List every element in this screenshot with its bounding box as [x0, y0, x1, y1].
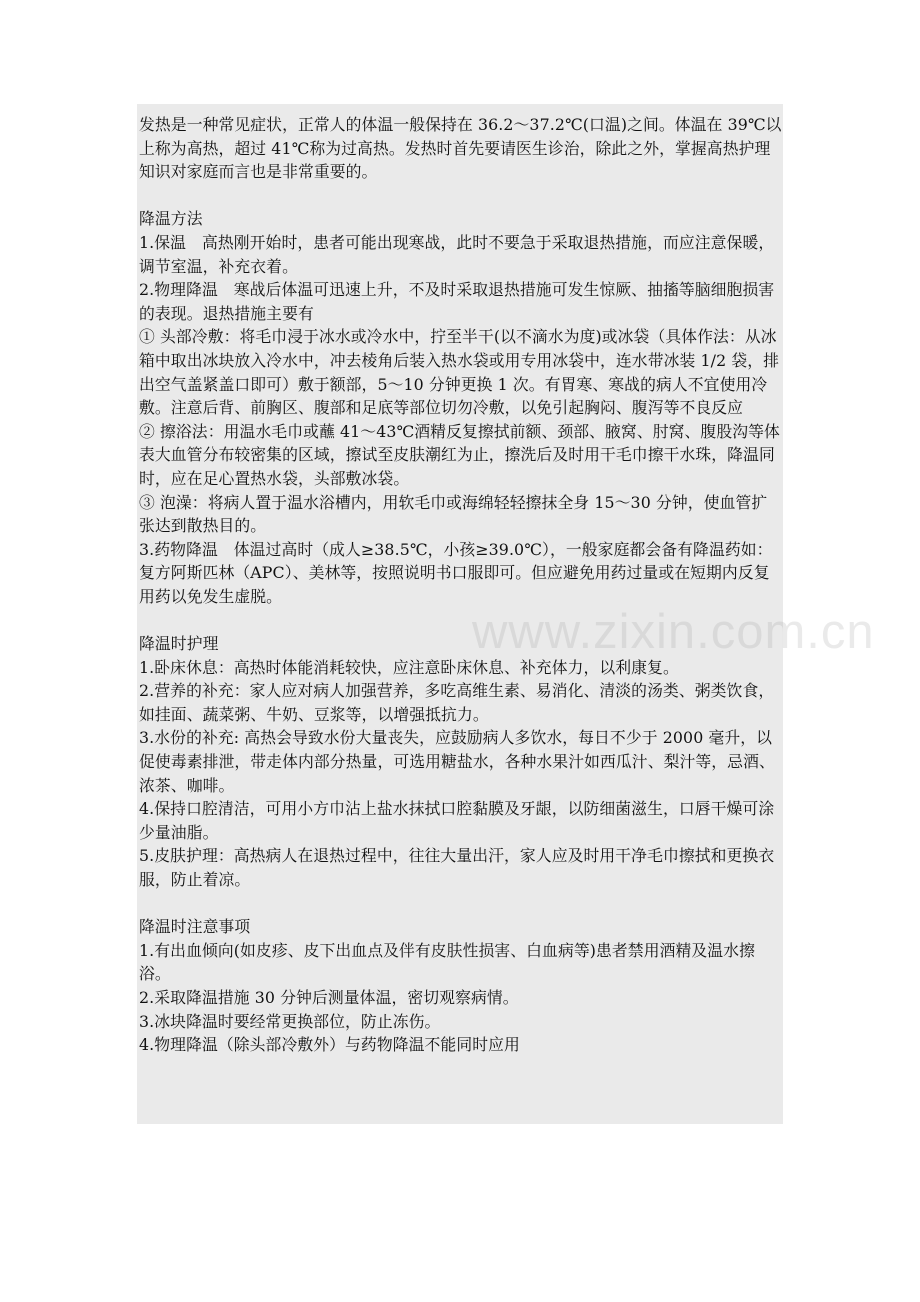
precaution-item-bleeding: 1.有出血倾向(如皮疹、皮下出血点及伴有皮肤性损害、白血病等)患者禁用酒精及温水擦浴。 — [139, 940, 755, 984]
cooling-item-physical: 2.物理降温 寒战后体温可迅速上升，不及时采取退热措施可发生惊厥、抽搐等脑细胞损害的表现。退热措施主要有 — [139, 280, 775, 323]
precaution-item-combined: 4.物理降温（除头部冷敷外）与药物降温不能同时应用 — [139, 1035, 520, 1055]
cooling-item-medication: 3.药物降温 体温过高时（成人≥38.5℃，小孩≥39.0℃），一般家庭都会备有降温药如：复方阿斯匹林（APC）、美林等，按照说明书口服即可。但应避免用药过量或在短期内反复用药以免发生虚脱。 — [139, 539, 773, 606]
care-item-bed-rest: 1.卧床休息：高热时体能消耗较快，应注意卧床休息、补充体力，以利康复。 — [139, 657, 679, 677]
spacer — [139, 608, 783, 632]
document-body — [139, 113, 783, 1057]
care-item-oral-hygiene: 4.保持口腔清洁，可用小方巾沾上盐水抹拭口腔黏膜及牙龈，以防细菌滋生，口唇干燥可涂少量油脂。 — [139, 799, 775, 842]
spacer — [139, 892, 783, 916]
section-heading-precautions: 降温时注意事项 — [139, 917, 251, 937]
section-heading-cooling-methods: 降温方法 — [139, 209, 203, 229]
intro-paragraph: 发热是一种常见症状，正常人的体温一般保持在 36.2～37.2℃(口温)之间。体温在 39℃以上称为高热，超过 41℃称为过高热。发热时首先要请医生诊治，除此之外，掌握高热护理知识对家庭而言也是非常重要的。 — [139, 115, 782, 182]
section-heading-care: 降温时护理 — [139, 634, 219, 654]
cooling-item-keep-warm: 1.保温 高热刚开始时，患者可能出现寒战，此时不要急于采取退热措施，而应注意保暖，调节室温，补充衣着。 — [139, 232, 775, 276]
spacer — [139, 184, 783, 208]
precaution-item-measure: 2.采取降温措施 30 分钟后测量体温，密切观察病情。 — [139, 987, 519, 1007]
cooling-item-cold-compress: ① 头部冷敷：将毛巾浸于冰水或冷水中，拧至半干(以不滴水为度)或冰袋（具体作法：从冰箱中取出冰块放入冷水中，冲去棱角后装入热水袋或用专用冰袋中，连水带冰装 1/2 袋，排出空气盖紧盖口即可）敷于额部，5～10 分钟更换 1 次。有胃寒、寒战的病人不宜使用冷敷。注意后背、前胸区、腹部和足底等部位切勿冷敷，以免引起胸闷、腹泻等不良反应 — [139, 327, 780, 418]
care-item-skin: 5.皮肤护理：高热病人在退热过程中，往往大量出汗，家人应及时用干净毛巾擦拭和更换衣服，防止着凉。 — [139, 846, 775, 889]
cooling-item-sponge-bath: ② 擦浴法：用温水毛巾或蘸 41～43℃酒精反复擦拭前额、颈部、腋窝、肘窝、腹股沟等体表大血管分布较密集的区域，擦试至皮肤潮红为止，擦洗后及时用干毛巾擦干水珠，降温同时，应在足心置热水袋，头部敷冰袋。 — [139, 421, 780, 488]
watermark: www.zixin.com.cn — [472, 605, 875, 659]
care-item-fluids: 3.水份的补充: 高热会导致水份大量丧失，应鼓励病人多饮水，每日不少于 2000 毫升，以促使毒素排泄，带走体内部分热量，可选用糖盐水，各种水果汁如西瓜汁、梨汁等，忌酒、浓茶、咖啡。 — [139, 728, 775, 795]
precaution-item-ice: 3.冰块降温时要经常更换部位，防止冻伤。 — [139, 1011, 441, 1031]
cooling-item-bath: ③ 泡澡：将病人置于温水浴槽内，用软毛巾或海绵轻轻擦抹全身 15～30 分钟，使血管扩张达到散热目的。 — [139, 492, 768, 536]
care-item-nutrition: 2.营养的补充：家人应对病人加强营养，多吃高维生素、易消化、清淡的汤类、粥类饮食，如挂面、蔬菜粥、牛奶、豆浆等，以增强抵抗力。 — [139, 681, 775, 724]
